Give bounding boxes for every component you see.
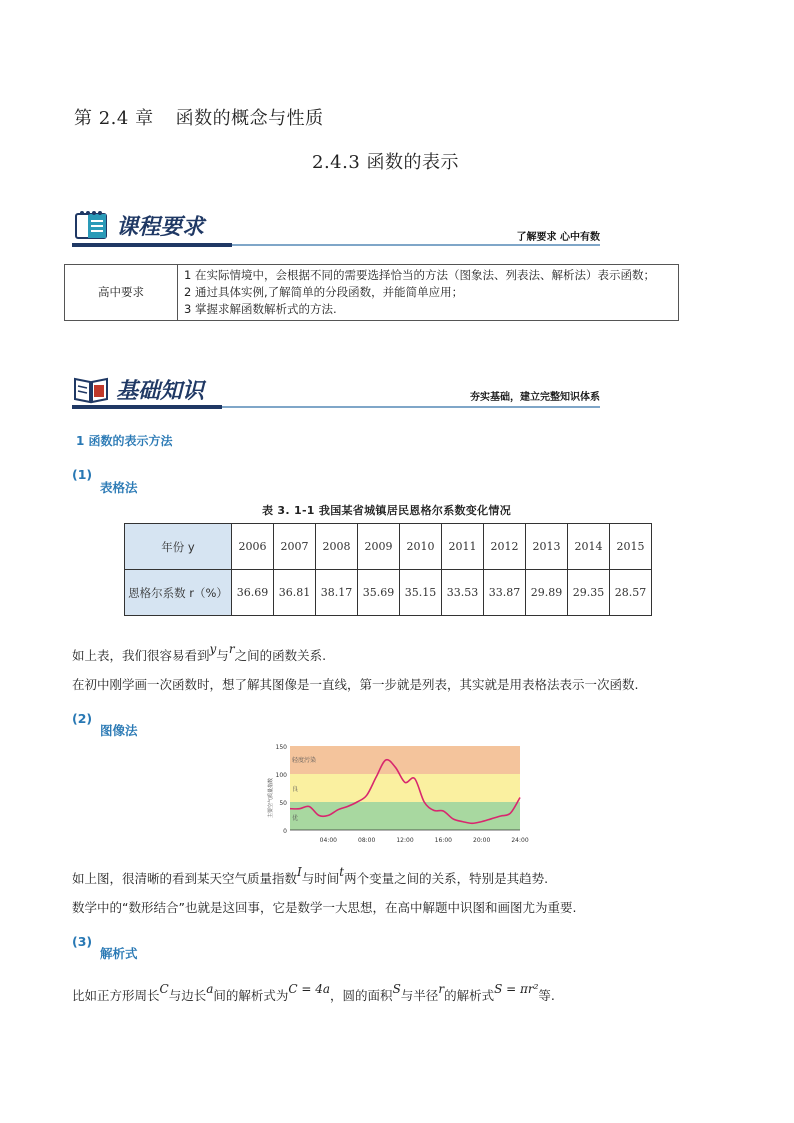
text: 如上表，我们很容易看到 [72, 648, 210, 663]
air-quality-chart [262, 740, 534, 848]
math-var: I [297, 865, 302, 879]
value-cell: 38.17 [316, 570, 358, 616]
x-tick-label: 08:00 [358, 837, 376, 844]
table-row [125, 524, 652, 570]
chapter-number: 第 2.4 章 [74, 108, 154, 129]
requirements-table [64, 264, 679, 321]
method-number: (2) [72, 711, 93, 726]
value-cell: 33.87 [484, 570, 526, 616]
method-name: 解析式 [100, 946, 138, 961]
banner-rule [222, 406, 600, 408]
banner-tagline: 了解要求 心中有数 [516, 232, 600, 243]
value-cell: 29.35 [568, 570, 610, 616]
math-var: t [339, 865, 345, 879]
text: 两个变量之间的关系，特别是其趋势. [344, 871, 549, 886]
band-light-pollution [290, 746, 520, 774]
table-row [125, 570, 652, 616]
year-cell: 2013 [526, 524, 568, 570]
year-cell: 2014 [568, 524, 610, 570]
banner-title: 基础知识 [116, 379, 205, 404]
row-header-engel: 恩格尔系数 r（%） [125, 570, 232, 616]
chapter-heading [74, 104, 324, 130]
year-cell: 2007 [274, 524, 316, 570]
math-var: S [392, 982, 401, 996]
requirement-item: 1 在实际情境中，会根据不同的需要选择恰当的方法（图象法、列表法、解析法）表示函数； [184, 268, 655, 282]
math-var: r [438, 982, 445, 996]
banner-underline [72, 243, 232, 247]
x-tick-label: 24:00 [511, 837, 529, 844]
value-cell: 33.53 [442, 570, 484, 616]
year-cell: 2008 [316, 524, 358, 570]
method-name: 图像法 [100, 723, 138, 738]
y-tick-label: 50 [279, 800, 287, 807]
requirements-list [178, 265, 679, 321]
text: 与 [216, 648, 229, 663]
banner-title: 课程要求 [116, 215, 205, 240]
requirement-item: 2 通过具体实例,了解简单的分段函数，并能简单应用； [184, 285, 464, 299]
text: 如上图，很清晰的看到某天空气质量指数 [72, 871, 298, 886]
text: 与边长 [168, 988, 207, 1003]
value-cell: 36.81 [274, 570, 316, 616]
y-tick-label: 100 [275, 772, 287, 779]
math-var: y [209, 642, 217, 656]
text: 比如正方形周长 [72, 988, 160, 1003]
year-cell: 2006 [232, 524, 274, 570]
band-label: 优 [292, 815, 299, 822]
y-tick-label: 0 [283, 828, 287, 835]
paragraph: 在初中刚学画一次函数时，想了解其图像是一直线，第一步就是列表，其实就是用表格法表示一次函数. [72, 677, 639, 692]
course-requirements-banner [72, 208, 600, 252]
text: 与半径 [400, 988, 439, 1003]
basic-knowledge-banner [72, 372, 600, 416]
requirements-label: 高中要求 [65, 265, 178, 321]
notebook-icon [74, 210, 110, 240]
banner-rule [232, 244, 600, 246]
year-cell: 2009 [358, 524, 400, 570]
section-title: 2.4.3 函数的表示 [312, 152, 460, 173]
year-cell: 2011 [442, 524, 484, 570]
value-cell: 28.57 [610, 570, 652, 616]
section-heading: 1 函数的表示方法 [76, 434, 173, 448]
y-axis-label: 主要空气质量指数 [268, 777, 274, 818]
math-formula: C = 4a [288, 982, 331, 996]
paragraph [72, 982, 555, 1004]
text: 的解析式 [444, 988, 495, 1003]
year-cell: 2010 [400, 524, 442, 570]
text: ，圆的面积 [330, 988, 393, 1003]
x-tick-label: 12:00 [396, 837, 414, 844]
banner-tagline: 夯实基础，建立完整知识体系 [470, 392, 600, 403]
banner-underline [72, 405, 222, 409]
text: 与时间 [301, 871, 340, 886]
text: 等. [538, 988, 555, 1003]
band-label: 轻度污染 [292, 757, 317, 764]
math-formula: S = πr² [494, 982, 539, 996]
year-cell: 2015 [610, 524, 652, 570]
year-cell: 2012 [484, 524, 526, 570]
book-icon [72, 374, 110, 404]
chapter-name: 函数的概念与性质 [175, 108, 324, 129]
math-var: a [206, 982, 214, 996]
row-header-year: 年份 y [125, 524, 232, 570]
value-cell: 35.15 [400, 570, 442, 616]
method-number: (3) [72, 934, 93, 949]
value-cell: 35.69 [358, 570, 400, 616]
method-number: (1) [72, 467, 93, 482]
y-tick-label: 150 [275, 744, 287, 751]
x-tick-label: 16:00 [434, 837, 452, 844]
text: 之间的函数关系. [234, 648, 327, 663]
paragraph [72, 865, 549, 887]
x-tick-label: 04:00 [319, 837, 337, 844]
engel-table [124, 523, 652, 616]
band-label: 良 [292, 786, 299, 793]
math-var: C [159, 982, 169, 996]
math-var: r [228, 642, 235, 656]
value-cell: 36.69 [232, 570, 274, 616]
table-caption: 表 3. 1-1 我国某省城镇居民恩格尔系数变化情况 [262, 504, 511, 517]
requirement-item: 3 掌握求解函数解析式的方法. [184, 302, 337, 316]
band-good [290, 774, 520, 802]
paragraph: 数学中的“数形结合”也就是这回事，它是数学一大思想，在高中解题中识图和画图尤为重要. [72, 900, 577, 915]
method-name: 表格法 [100, 480, 138, 495]
paragraph [72, 642, 327, 664]
text: 间的解析式为 [213, 988, 289, 1003]
x-tick-label: 20:00 [473, 837, 491, 844]
value-cell: 29.89 [526, 570, 568, 616]
